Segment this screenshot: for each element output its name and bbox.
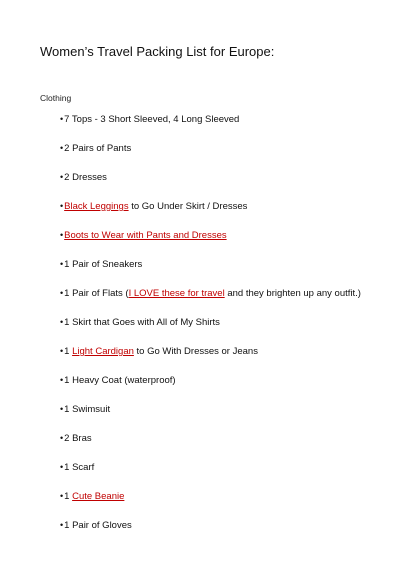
item-text: 1	[64, 491, 73, 502]
list-item	[60, 200, 247, 213]
list-item	[60, 287, 361, 300]
list-item	[60, 461, 94, 474]
item-link[interactable]: Cute Beanie	[72, 491, 125, 502]
list-item	[60, 374, 176, 387]
bullet-icon: •	[60, 404, 64, 414]
item-text: to Go Under Skirt / Dresses	[128, 201, 248, 212]
item-link[interactable]: Black Leggings	[64, 201, 129, 212]
item-text: to Go With Dresses or Jeans	[133, 346, 258, 357]
item-text: 1 Pair of Gloves	[64, 520, 132, 531]
item-text: 1 Pair of Flats (	[64, 288, 129, 299]
list-item	[60, 403, 110, 416]
bullet-icon: •	[60, 114, 64, 124]
bullet-icon: •	[60, 143, 64, 153]
item-text: 1 Heavy Coat (waterproof)	[64, 375, 176, 386]
bullet-icon: •	[60, 462, 64, 472]
item-text: 1 Swimsuit	[64, 404, 111, 415]
list-item	[60, 432, 92, 445]
item-text: 2 Bras	[64, 433, 92, 444]
bullet-icon: •	[60, 317, 64, 327]
item-text: 2 Dresses	[64, 172, 107, 183]
bullet-icon: •	[60, 433, 64, 443]
section-heading-clothing: Clothing	[40, 93, 72, 103]
list-item	[60, 171, 107, 184]
bullet-icon: •	[60, 346, 64, 356]
list-item	[60, 316, 220, 329]
list-item	[60, 519, 132, 532]
bullet-icon: •	[60, 288, 64, 298]
bullet-icon: •	[60, 230, 64, 240]
list-item	[60, 229, 227, 242]
item-text: 1 Skirt that Goes with All of My Shirts	[64, 317, 220, 328]
item-link[interactable]: Boots to Wear with Pants and Dresses	[64, 230, 227, 241]
list-item	[60, 258, 142, 271]
item-text: 2 Pairs of Pants	[64, 143, 132, 154]
item-text: 1 Pair of Sneakers	[64, 259, 143, 270]
item-link[interactable]: I LOVE these for travel	[128, 288, 225, 299]
bullet-icon: •	[60, 201, 64, 211]
bullet-icon: •	[60, 520, 64, 530]
bullet-icon: •	[60, 375, 64, 385]
item-text: 1 Scarf	[64, 462, 95, 473]
item-text: and they brighten up any outfit.)	[224, 288, 361, 299]
page-title: Women’s Travel Packing List for Europe:	[40, 44, 275, 59]
list-item	[60, 490, 124, 503]
bullet-icon: •	[60, 259, 64, 269]
list-item	[60, 142, 131, 155]
list-item	[60, 345, 258, 358]
item-text: 7 Tops - 3 Short Sleeved, 4 Long Sleeved	[64, 114, 240, 125]
item-text: 1	[64, 346, 73, 357]
list-item	[60, 113, 239, 126]
item-link[interactable]: Light Cardigan	[72, 346, 134, 357]
bullet-icon: •	[60, 172, 64, 182]
bullet-icon: •	[60, 491, 64, 501]
